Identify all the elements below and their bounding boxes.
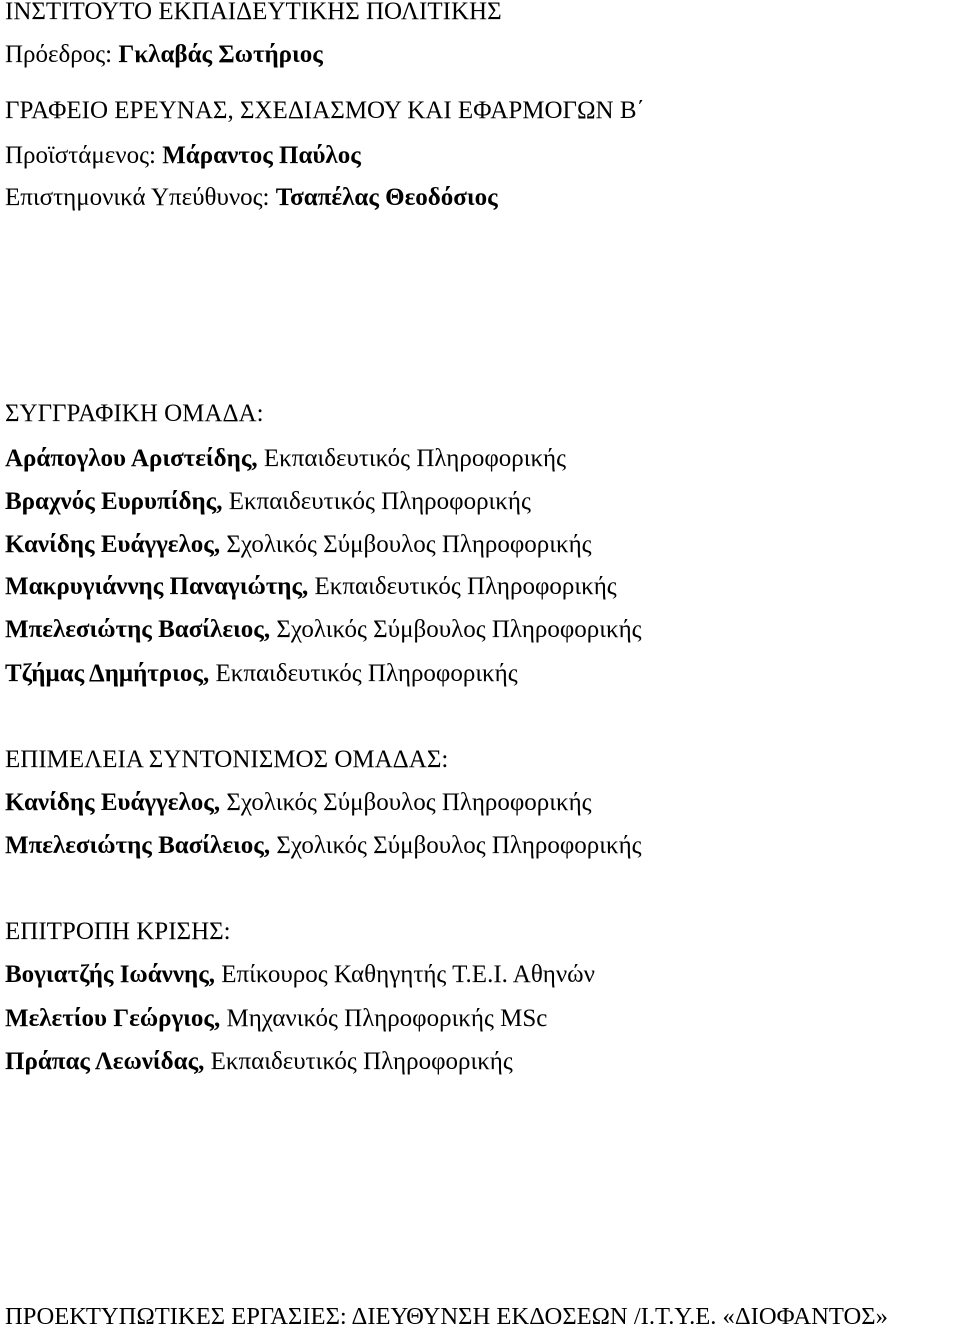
scientific-lead-label: Επιστημονικά Υπεύθυνος: <box>5 184 276 211</box>
president-label: Πρόεδρος: <box>5 41 119 68</box>
institute-name: ΙΝΣΤΙΤΟΥΤΟ ΕΚΠΑΙΔΕΥΤΙΚΗΣ ΠΟΛΙΤΙΚΗΣ <box>5 0 502 25</box>
member-role: Επίκουρος Καθηγητής Τ.Ε.Ι. Αθηνών <box>215 961 595 988</box>
review-committee-member <box>5 960 595 990</box>
member-role: Εκπαιδευτικός Πληροφορικής <box>209 660 518 687</box>
writing-team-member <box>5 444 566 474</box>
member-name: Πράπας Λεωνίδας, <box>5 1048 205 1075</box>
member-role: Σχολικός Σύμβουλος Πληροφορικής <box>220 789 592 816</box>
prepress-credit: ΠΡΟΕΚΤΥΠΩΤΙΚΕΣ ΕΡΓΑΣΙΕΣ: ΔΙΕΥΘΥΝΣΗ ΕΚΔΟΣΕΩΝ /Ι.Τ.Υ.Ε. «ΔΙΟΦΑΝΤΟΣ» <box>5 1303 888 1330</box>
president-line <box>5 40 323 70</box>
president-name: Γκλαβάς Σωτήριος <box>118 41 323 68</box>
office-head-label: Προϊστάμενος: <box>5 142 163 169</box>
office-name: ΓΡΑΦΕΙΟ ΕΡΕΥΝΑΣ, ΣΧΕΔΙΑΣΜΟΥ ΚΑΙ ΕΦΑΡΜΟΓΩΝ Β΄ <box>5 97 645 124</box>
writing-team-member <box>5 487 531 517</box>
member-name: Βραχνός Ευρυπίδης, <box>5 488 223 515</box>
writing-team-member <box>5 659 518 689</box>
member-role: Εκπαιδευτικός Πληροφορικής <box>308 573 617 600</box>
scientific-lead-line <box>5 183 498 213</box>
review-committee-member <box>5 1047 513 1077</box>
coordination-member <box>5 788 592 818</box>
member-name: Τζήμας Δημήτριος, <box>5 660 210 687</box>
office-head-line <box>5 141 361 171</box>
member-name: Κανίδης Ευάγγελος, <box>5 789 221 816</box>
member-name: Μπελεσιώτης Βασίλειος, <box>5 616 271 643</box>
coordination-member <box>5 831 642 861</box>
scientific-lead-name: Τσαπέλας Θεοδόσιος <box>275 184 498 211</box>
member-name: Μπελεσιώτης Βασίλειος, <box>5 832 271 859</box>
office-head-name: Μάραντος Παύλος <box>162 142 361 169</box>
coordination-heading: ΕΠΙΜΕΛΕΙΑ ΣΥΝΤΟΝΙΣΜΟΣ ΟΜΑΔΑΣ: <box>5 746 449 773</box>
member-role: Εκπαιδευτικός Πληροφορικής <box>222 488 531 515</box>
member-role: Μηχανικός Πληροφορικής MSc <box>220 1005 548 1032</box>
member-role: Σχολικός Σύμβουλος Πληροφορικής <box>220 531 592 558</box>
writing-team-member <box>5 572 617 602</box>
member-name: Μακρυγιάννης Παναγιώτης, <box>5 573 309 600</box>
review-committee-heading: ΕΠΙΤΡΟΠΗ ΚΡΙΣΗΣ: <box>5 918 231 945</box>
member-role: Σχολικός Σύμβουλος Πληροφορικής <box>270 616 642 643</box>
writing-team-heading: ΣΥΓΓΡΑΦΙΚΗ ΟΜΑΔΑ: <box>5 400 264 427</box>
writing-team-member <box>5 615 642 645</box>
member-name: Αράπογλου Αριστείδης, <box>5 445 258 472</box>
review-committee-member <box>5 1004 547 1034</box>
member-role: Εκπαιδευτικός Πληροφορικής <box>204 1048 513 1075</box>
member-role: Σχολικός Σύμβουλος Πληροφορικής <box>270 832 642 859</box>
member-name: Κανίδης Ευάγγελος, <box>5 531 221 558</box>
member-role: Εκπαιδευτικός Πληροφορικής <box>257 445 567 472</box>
member-name: Βογιατζής Ιωάννης, <box>5 961 215 988</box>
writing-team-member <box>5 530 592 560</box>
member-name: Μελετίου Γεώργιος, <box>5 1005 221 1032</box>
